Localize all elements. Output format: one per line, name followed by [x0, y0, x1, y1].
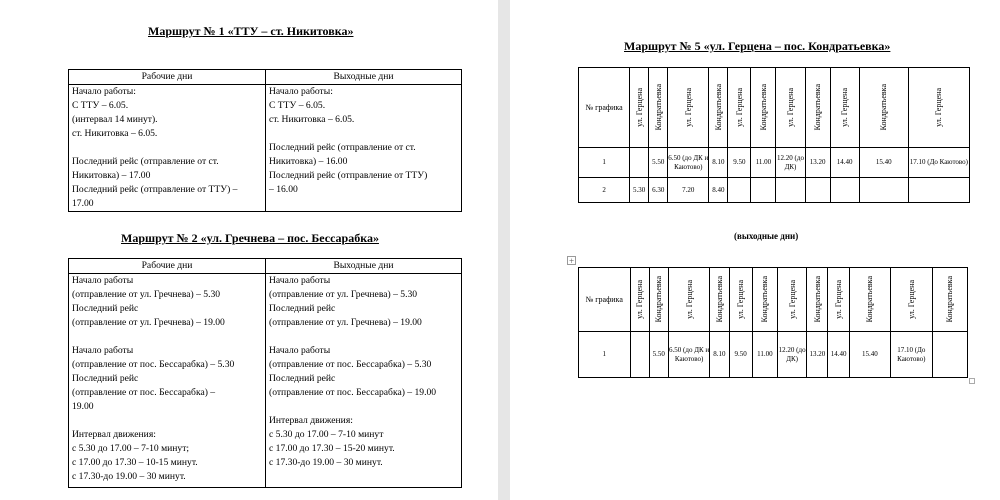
grid-row [579, 148, 970, 178]
grid-column-label: ул. Герцена [934, 88, 944, 127]
grid-column-header [728, 68, 751, 148]
route1-header-weekends: Выходные дни [266, 70, 462, 85]
schedule-line: Интервал движения: [72, 429, 156, 440]
grid-column-header [668, 268, 709, 332]
schedule-line: Последний рейс (отправление от ст. [269, 142, 416, 153]
grid-cell: 8.10 [710, 332, 729, 378]
grid-cell: 15.40 [859, 148, 908, 178]
grid-cell: 13.20 [805, 148, 830, 178]
grid-column-label: Кондратьевка [653, 84, 663, 131]
grid-column-header [932, 268, 967, 332]
grid-column-header [649, 268, 668, 332]
grid-cell [776, 178, 805, 203]
schedule-line: Последний рейс (отправление от ст. [72, 156, 219, 167]
grid-column-header [777, 268, 806, 332]
grid-column-header [807, 268, 828, 332]
grid-column-header [891, 268, 932, 332]
grid-cell: 9.50 [729, 332, 752, 378]
grid-column-label: Кондратьевка [758, 84, 768, 131]
schedule-line: Последний рейс (отправление от ТТУ) [269, 170, 428, 181]
grid-cell: 17.10 (До Каютово) [908, 148, 969, 178]
grid-column-header [649, 68, 668, 148]
grid-row [579, 178, 970, 203]
route1-header-workdays: Рабочие дни [69, 70, 266, 85]
schedule-line: с 5.30 до 17.00 – 7-10 минут [269, 429, 384, 440]
grid-cell: 17.10 (До Каютово) [891, 332, 932, 378]
grid-column-header [751, 68, 776, 148]
grid-cell [805, 178, 830, 203]
grid-column-header [729, 268, 752, 332]
schedule-line [72, 414, 265, 428]
grid-cell: 7.20 [668, 178, 709, 203]
schedule-line: – 16.00 [269, 184, 298, 195]
schedule-line: Последний рейс [72, 303, 139, 314]
grid-cell: 11.00 [751, 148, 776, 178]
route1-title: Маршрут № 1 «ТТУ – ст. Никитовка» [148, 24, 354, 38]
route2-schedule-table [68, 258, 462, 488]
schedule-line: С ТТУ – 6.05. [72, 100, 129, 111]
grid-cell [908, 178, 969, 203]
schedule-line: Начало работы [72, 275, 134, 286]
schedule-line: (отправление от ул. Гречнева) – 19.00 [269, 317, 422, 328]
schedule-line: с 17.00 до 17.30 – 15-20 минут. [269, 443, 395, 454]
grid-column-label: Кондратьевка [945, 276, 955, 323]
grid-column-header [908, 68, 969, 148]
route2-workdays-cell [69, 274, 266, 488]
grid-cell: 8.10 [709, 148, 728, 178]
grid-cell [751, 178, 776, 203]
grid-cell: 13.20 [807, 332, 828, 378]
grid-cell: 5.50 [649, 148, 668, 178]
route5-weekday-grid [578, 67, 970, 203]
grid-cell: 6.30 [649, 178, 668, 203]
grid-column-header [776, 68, 805, 148]
grid-column-header [828, 268, 849, 332]
schedule-line: ст. Никитовка – 6.05. [72, 128, 158, 139]
schedule-line: 17.00 [72, 198, 94, 209]
grid-cell: 9.50 [728, 148, 751, 178]
schedule-line: Начало работы: [72, 86, 136, 97]
schedule-line [269, 330, 461, 344]
grid-cell [859, 178, 908, 203]
grid-column-label: Кондратьевка [812, 276, 822, 323]
grid-cell: 12.20 (до ДК) [776, 148, 805, 178]
schedule-line: Последний рейс [72, 373, 139, 384]
route2-title: Маршрут № 2 «ул. Гречнева – пос. Бессарабка» [121, 231, 379, 245]
grid-cell: 8.40 [709, 178, 728, 203]
grid-column-label: ул. Герцена [840, 88, 850, 127]
route2-weekends-cell [266, 274, 462, 488]
grid-column-header [859, 68, 908, 148]
grid-cell: 6.50 (до ДК и Каютово) [668, 148, 709, 178]
grid-cell: 1 [579, 332, 631, 378]
grid-column-label: ул. Герцена [787, 280, 797, 319]
grid-column-header [709, 68, 728, 148]
schedule-line [72, 141, 265, 155]
route5-title: Маршрут № 5 «ул. Герцена – пос. Кондратьевка» [624, 39, 891, 53]
schedule-line: Никитовка) – 17.00 [72, 170, 151, 181]
schedule-line: (отправление от ул. Гречнева) – 5.30 [269, 289, 418, 300]
schedule-line: Начало работы [269, 275, 331, 286]
grid-corner-header: № графика [579, 268, 631, 332]
route1-workdays-cell [69, 85, 266, 212]
route5-weekend-grid [578, 267, 968, 378]
schedule-line: (отправление от пос. Бессарабка) – [72, 387, 216, 398]
grid-cell: 2 [579, 178, 630, 203]
schedule-line: с 17.30-до 19.00 – 30 минут. [269, 457, 383, 468]
grid-cell: 14.40 [828, 332, 849, 378]
grid-cell: 12.20 (до ДК) [777, 332, 806, 378]
grid-column-header [630, 68, 649, 148]
schedule-line: (отправление от ул. Гречнева) – 19.00 [72, 317, 225, 328]
grid-cell [728, 178, 751, 203]
grid-column-label: ул. Герцена [906, 280, 916, 319]
grid-cell: 5.50 [649, 332, 668, 378]
schedule-line: Последний рейс [269, 303, 336, 314]
schedule-line: 19.00 [72, 401, 94, 412]
schedule-line: Никитовка) – 16.00 [269, 156, 348, 167]
document-page-right [510, 0, 1000, 500]
schedule-line: с 17.30-до 19.00 – 30 минут. [72, 471, 186, 482]
schedule-line [269, 400, 461, 414]
grid-column-label: Кондратьевка [654, 276, 664, 323]
route1-schedule-table [68, 69, 462, 212]
grid-column-label: Кондратьевка [879, 84, 889, 131]
grid-cell [630, 148, 649, 178]
table-resize-handle-icon[interactable] [969, 378, 975, 384]
grid-cell: 1 [579, 148, 630, 178]
grid-corner-header: № графика [579, 68, 630, 148]
grid-cell: 14.40 [830, 148, 859, 178]
grid-column-header [752, 268, 777, 332]
grid-column-label: ул. Герцена [734, 88, 744, 127]
grid-cell: 11.00 [752, 332, 777, 378]
grid-row [579, 332, 968, 378]
grid-column-label: ул. Герцена [736, 280, 746, 319]
route2-header-weekends: Выходные дни [266, 259, 462, 274]
schedule-line: (отправление от пос. Бессарабка) – 19.00 [269, 387, 437, 398]
grid-cell [630, 332, 649, 378]
schedule-line: (отправление от пос. Бессарабка) – 5.30 [72, 359, 235, 370]
grid-cell: 5.30 [630, 178, 649, 203]
grid-cell [932, 332, 967, 378]
grid-column-label: Кондратьевка [813, 84, 823, 131]
table-move-handle-icon[interactable]: + [568, 256, 575, 266]
schedule-line: Начало работы [72, 345, 134, 356]
route1-weekends-cell [266, 85, 462, 212]
grid-column-header [849, 268, 890, 332]
schedule-line: ст. Никитовка – 6.05. [269, 114, 355, 125]
schedule-line: Последний рейс [269, 373, 336, 384]
document-page-left [0, 0, 498, 500]
grid-column-header [630, 268, 649, 332]
grid-column-label: ул. Герцена [635, 280, 645, 319]
schedule-line [72, 330, 265, 344]
schedule-line: С ТТУ – 6.05. [269, 100, 326, 111]
grid-column-header [668, 68, 709, 148]
grid-column-label: ул. Герцена [634, 88, 644, 127]
schedule-line [269, 127, 461, 141]
grid-cell [830, 178, 859, 203]
grid-column-header [710, 268, 729, 332]
grid-column-label: ул. Герцена [786, 88, 795, 127]
schedule-line: с 17.00 до 17.30 – 10-15 минут. [72, 457, 198, 468]
grid-column-label: Кондратьевка [865, 276, 875, 323]
schedule-line: (отправление от пос. Бессарабка) – 5.30 [269, 359, 432, 370]
schedule-line: Начало работы: [269, 86, 333, 97]
grid-column-label: Кондратьевка [760, 276, 770, 323]
grid-column-label: ул. Герцена [683, 88, 693, 127]
grid-cell: 6.50 (до ДК и Каютово) [668, 332, 709, 378]
grid-column-header [805, 68, 830, 148]
route2-header-workdays: Рабочие дни [69, 259, 266, 274]
grid-cell: 15.40 [849, 332, 890, 378]
grid-column-label: ул. Герцена [684, 280, 694, 319]
grid-column-label: Кондратьевка [713, 84, 723, 131]
schedule-line: Интервал движения: [269, 415, 353, 426]
grid-column-label: Кондратьевка [714, 276, 724, 323]
schedule-line: Последний рейс (отправление от ТТУ) – [72, 184, 238, 195]
grid-column-label: ул. Герцена [834, 280, 844, 319]
schedule-line: с 5.30 до 17.00 – 7-10 минут; [72, 443, 190, 454]
schedule-line: Начало работы [269, 345, 331, 356]
schedule-line: (отправление от ул. Гречнева) – 5.30 [72, 289, 221, 300]
grid-column-header [830, 68, 859, 148]
route5-weekend-caption: (выходные дни) [734, 231, 799, 241]
schedule-line: (интервал 14 минут). [72, 114, 158, 125]
